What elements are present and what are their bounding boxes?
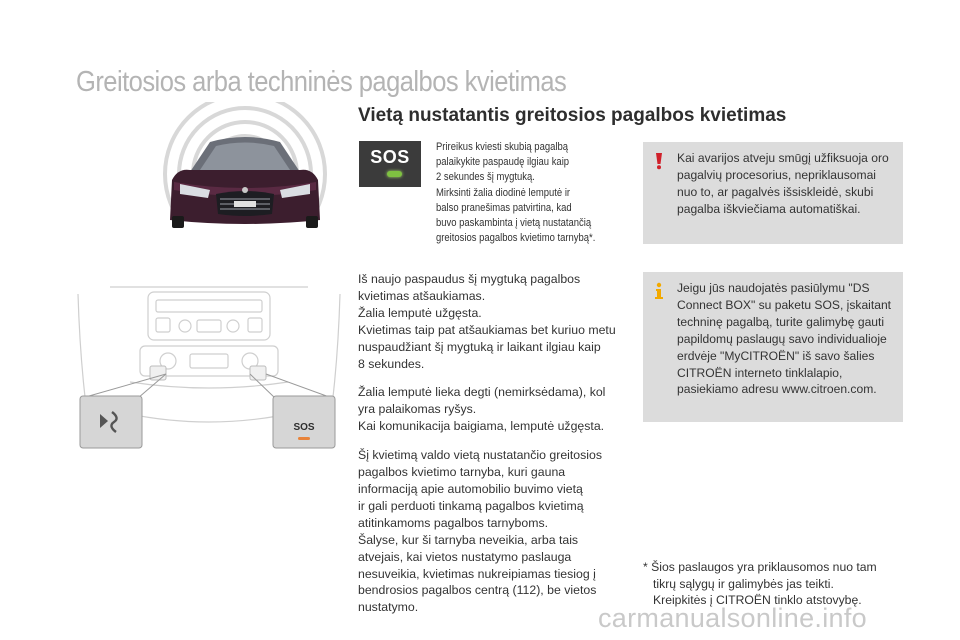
body-line: Šį kvietimą valdo vietą nustatančio greitosios <box>358 448 603 463</box>
body-paragraph <box>358 384 633 435</box>
footnote <box>643 559 903 609</box>
body-line: 8 sekundes. <box>358 356 425 371</box>
note-line: Jeigu jūs naudojatės pasiūlymu "DS <box>677 281 870 295</box>
footnote-line: Kreipkitės į CITROËN tinklo atstovybę. <box>653 593 862 608</box>
body-line: yra palaikomas ryšys. <box>358 402 477 417</box>
footnote-line: * Šios paslaugos yra priklausomos nuo tam <box>643 560 877 574</box>
note-line: pagalba iškviečiama automatiškai. <box>677 201 861 216</box>
body-line: pagalbos kvietimo tarnyba, kuri gauna <box>358 465 566 480</box>
body-line: Iš naujo paspaudus šį mygtuką pagalbos <box>358 272 581 286</box>
sos-dashboard-led <box>298 437 310 440</box>
intro-text <box>436 140 605 246</box>
intro-line: greitosios pagalbos kvietimo tarnybą*. <box>436 232 596 245</box>
warning-note-text <box>677 150 899 218</box>
sos-button-illustration <box>359 141 421 187</box>
dashboard-sos-label: SOS <box>293 422 315 433</box>
body-line: Šalyse, kur ši tarnyba neveikia, arba tais <box>358 532 579 547</box>
note-line: Kai avarijos atveju smūgį užfiksuoja oro <box>677 151 889 165</box>
note-line: CITROËN interneto tinklalapio, <box>677 365 843 380</box>
intro-line: palaikykite paspaudę ilgiau kaip <box>436 156 570 169</box>
intro-line: Mirksinti žalia diodinė lemputė ir <box>436 186 571 199</box>
dashboard-illustration <box>70 282 348 454</box>
info-note <box>643 272 903 422</box>
body-line: nustatymo. <box>358 600 419 615</box>
note-line: techninę pagalbą, turite galimybę gauti <box>677 314 885 329</box>
assistance-button <box>80 396 142 448</box>
footnote-line: tikrų sąlygų ir galimybės jas teikti. <box>653 576 834 591</box>
note-line: erdvėje "MyCITROËN" iš savo šalies <box>677 348 875 363</box>
intro-line: buvo paskambinta į vietą nustatančią <box>436 217 592 230</box>
info-icon <box>651 282 667 300</box>
body-line: kvietimas atšaukiamas. <box>358 288 486 303</box>
warning-icon <box>651 152 667 170</box>
warning-note <box>643 142 903 244</box>
note-line: papildomų paslaugų savo individualioje <box>677 331 887 346</box>
body-line: atitinkamoms pagalbos tarnyboms. <box>358 515 549 530</box>
section-title: Vietą nustatantis greitosios pagalbos kvietimas <box>358 105 787 126</box>
note-line: nuo to, ar pagalvės išsiskleidė, skubi <box>677 184 874 199</box>
page-title: Greitosios arba techninės pagalbos kvietimas <box>76 66 567 98</box>
body-line: Žalia lemputė užgęsta. <box>358 305 482 320</box>
intro-line: balso pranešimas patvirtina, kad <box>436 201 572 214</box>
intro-line: 2 sekundes šį mygtuką. <box>436 171 535 184</box>
body-paragraph <box>358 271 633 372</box>
note-line: Connect BOX" su paketu SOS, įskaitant <box>677 297 892 312</box>
body-line: ir gali perduoti tinkamą pagalbos kvietimą <box>358 498 584 513</box>
watermark: carmanualsonline.info <box>598 603 867 633</box>
info-note-text <box>677 280 899 398</box>
car-illustration <box>150 102 340 262</box>
body-line: Žalia lemputė lieka degti (nemirksėdama), kol <box>358 385 606 400</box>
body-paragraph <box>358 447 633 616</box>
note-line: pagalvių procesorius, nepriklausomai <box>677 167 876 182</box>
body-text <box>358 271 633 628</box>
green-led-indicator <box>387 171 402 177</box>
body-line: Kai komunikacija baigiama, lemputė užgęsta. <box>358 419 605 434</box>
body-line: informaciją apie automobilio buvimo vietą <box>358 481 583 496</box>
body-line: nuspaudžiant šį mygtuką ir laikant ilgiau kaip <box>358 339 601 354</box>
body-line: Kvietimas taip pat atšaukiamas bet kuriuo metu <box>358 322 616 337</box>
body-line: bendrosios pagalbos centrą (112), be vietos <box>358 583 597 598</box>
intro-line: Prireikus kviesti skubią pagalbą <box>436 141 568 153</box>
note-line: pasiekiamo adresu www.citroen.com. <box>677 382 877 397</box>
sos-label: SOS <box>370 147 410 167</box>
body-line: nesuveikia, kvietimas nukreipiamas tiesiog į <box>358 566 596 581</box>
body-line: atvejais, kai vietos nustatymo paslauga <box>358 549 572 564</box>
